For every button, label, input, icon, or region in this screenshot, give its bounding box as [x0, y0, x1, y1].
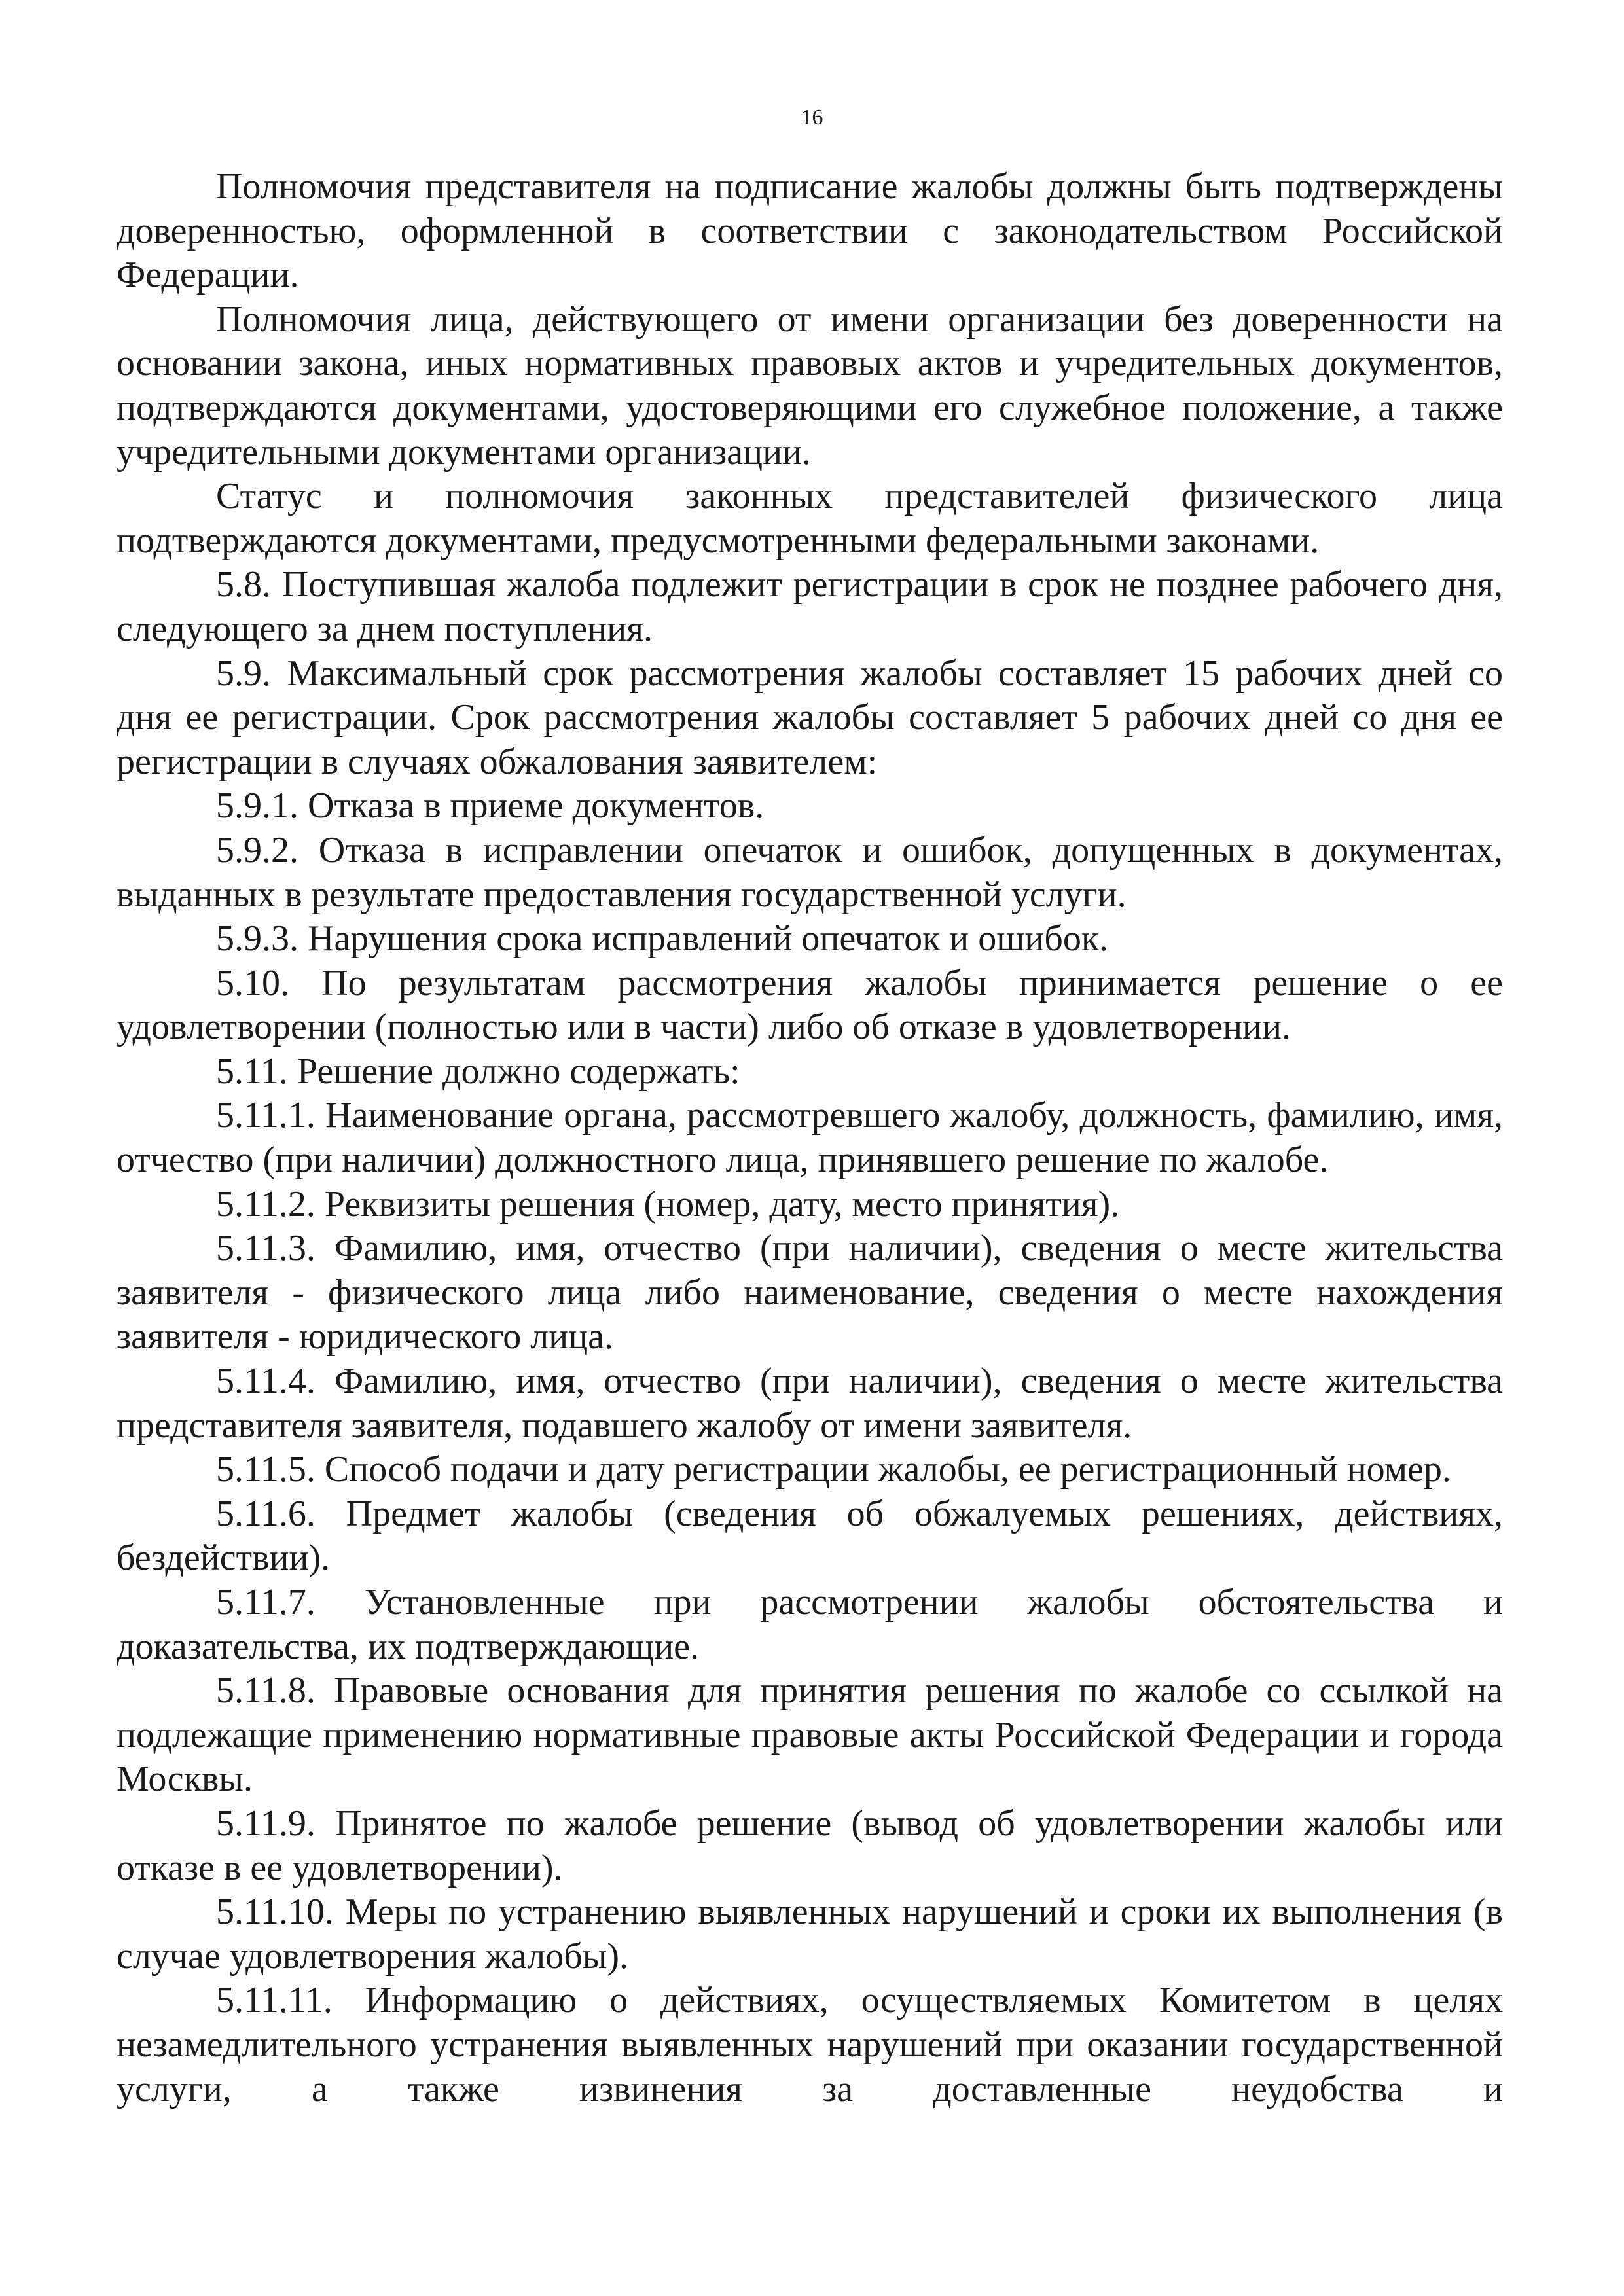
paragraph-legal-representatives: Статус и полномочия законных представителей физического лица подтверждаются документами, предусмотренными федеральными законами. [117, 476, 1503, 561]
paragraph-representative-authority: Полномочия представителя на подписание жалобы должны быть подтверждены доверенностью, оформленной в соответствии с законодательством Российской Федерации. [117, 166, 1503, 296]
paragraph-5-11-2: 5.11.2. Реквизиты решения (номер, дату, место принятия). [216, 1183, 1120, 1225]
paragraph-5-11: 5.11. Решение должно содержать: [216, 1050, 740, 1092]
paragraph-5-11-5: 5.11.5. Способ подачи и дату регистрации жалобы, ее регистрационный номер. [216, 1449, 1451, 1490]
paragraph-5-11-3: 5.11.3. Фамилию, имя, отчество (при наличии), сведения о месте жительства заявителя - физического лица либо наименование, сведения о месте нахождения заявителя - юридического лица. [117, 1228, 1503, 1357]
paragraph-5-11-9: 5.11.9. Принятое по жалобе решение (вывод об удовлетворении жалобы или отказе в ее удовлетворении). [117, 1803, 1503, 1888]
paragraph-5-11-6: 5.11.6. Предмет жалобы (сведения об обжалуемых решениях, действиях, бездействии). [117, 1493, 1503, 1579]
paragraph-5-11-4: 5.11.4. Фамилию, имя, отчество (при наличии), сведения о месте жительства представителя заявителя, подавшего жалобу от имени заявителя. [117, 1361, 1503, 1446]
paragraph-5-9-1: 5.9.1. Отказа в приеме документов. [216, 785, 765, 827]
paragraph-5-10: 5.10. По результатам рассмотрения жалобы принимается решение о ее удовлетворении (полностью или в части) либо об отказе в удовлетворении. [117, 962, 1503, 1048]
paragraph-5-11-1: 5.11.1. Наименование органа, рассмотревшего жалобу, должность, фамилию, имя, отчество (при наличии) должностного лица, принявшего решение по жалобе. [117, 1095, 1503, 1181]
paragraph-5-8: 5.8. Поступившая жалоба подлежит регистрации в срок не позднее рабочего дня, следующего за днем поступления. [117, 564, 1503, 649]
paragraph-5-9: 5.9. Максимальный срок рассмотрения жалобы составляет 15 рабочих дней со дня ее регистрации. Срок рассмотрения жалобы составляет 5 рабочих дней со дня ее регистрации в случаях обжалования заявителем: [117, 653, 1503, 782]
page-number: 16 [801, 105, 823, 130]
paragraph-5-9-2: 5.9.2. Отказа в исправлении опечаток и ошибок, допущенных в документах, выданных в результате предоставления государственной услуги. [117, 829, 1503, 915]
document-body [117, 165, 1503, 2111]
paragraph-5-9-3: 5.9.3. Нарушения срока исправлений опечаток и ошибок. [216, 918, 1109, 960]
paragraph-organization-authority: Полномочия лица, действующего от имени организации без доверенности на основании закона, иных нормативных правовых актов и учредительных документов, подтверждаются документами, удостоверяющими его служебное положение, а также учредительными документами организации. [117, 298, 1503, 473]
paragraph-5-11-11: 5.11.11. Информацию о действиях, осуществляемых Комитетом в целях незамедлительного устранения выявленных нарушений при оказании государственной услуги, а также извинения за доставленные неудобства и [117, 1980, 1503, 2109]
paragraph-5-11-8: 5.11.8. Правовые основания для принятия решения по жалобе со ссылкой на подлежащие применению нормативные правовые акты Российской Федерации и города Москвы. [117, 1670, 1503, 1800]
paragraph-5-11-7: 5.11.7. Установленные при рассмотрении жалобы обстоятельства и доказательства, их подтверждающие. [117, 1582, 1503, 1667]
paragraph-5-11-10: 5.11.10. Меры по устранению выявленных нарушений и сроки их выполнения (в случае удовлетворения жалобы). [117, 1892, 1503, 1977]
